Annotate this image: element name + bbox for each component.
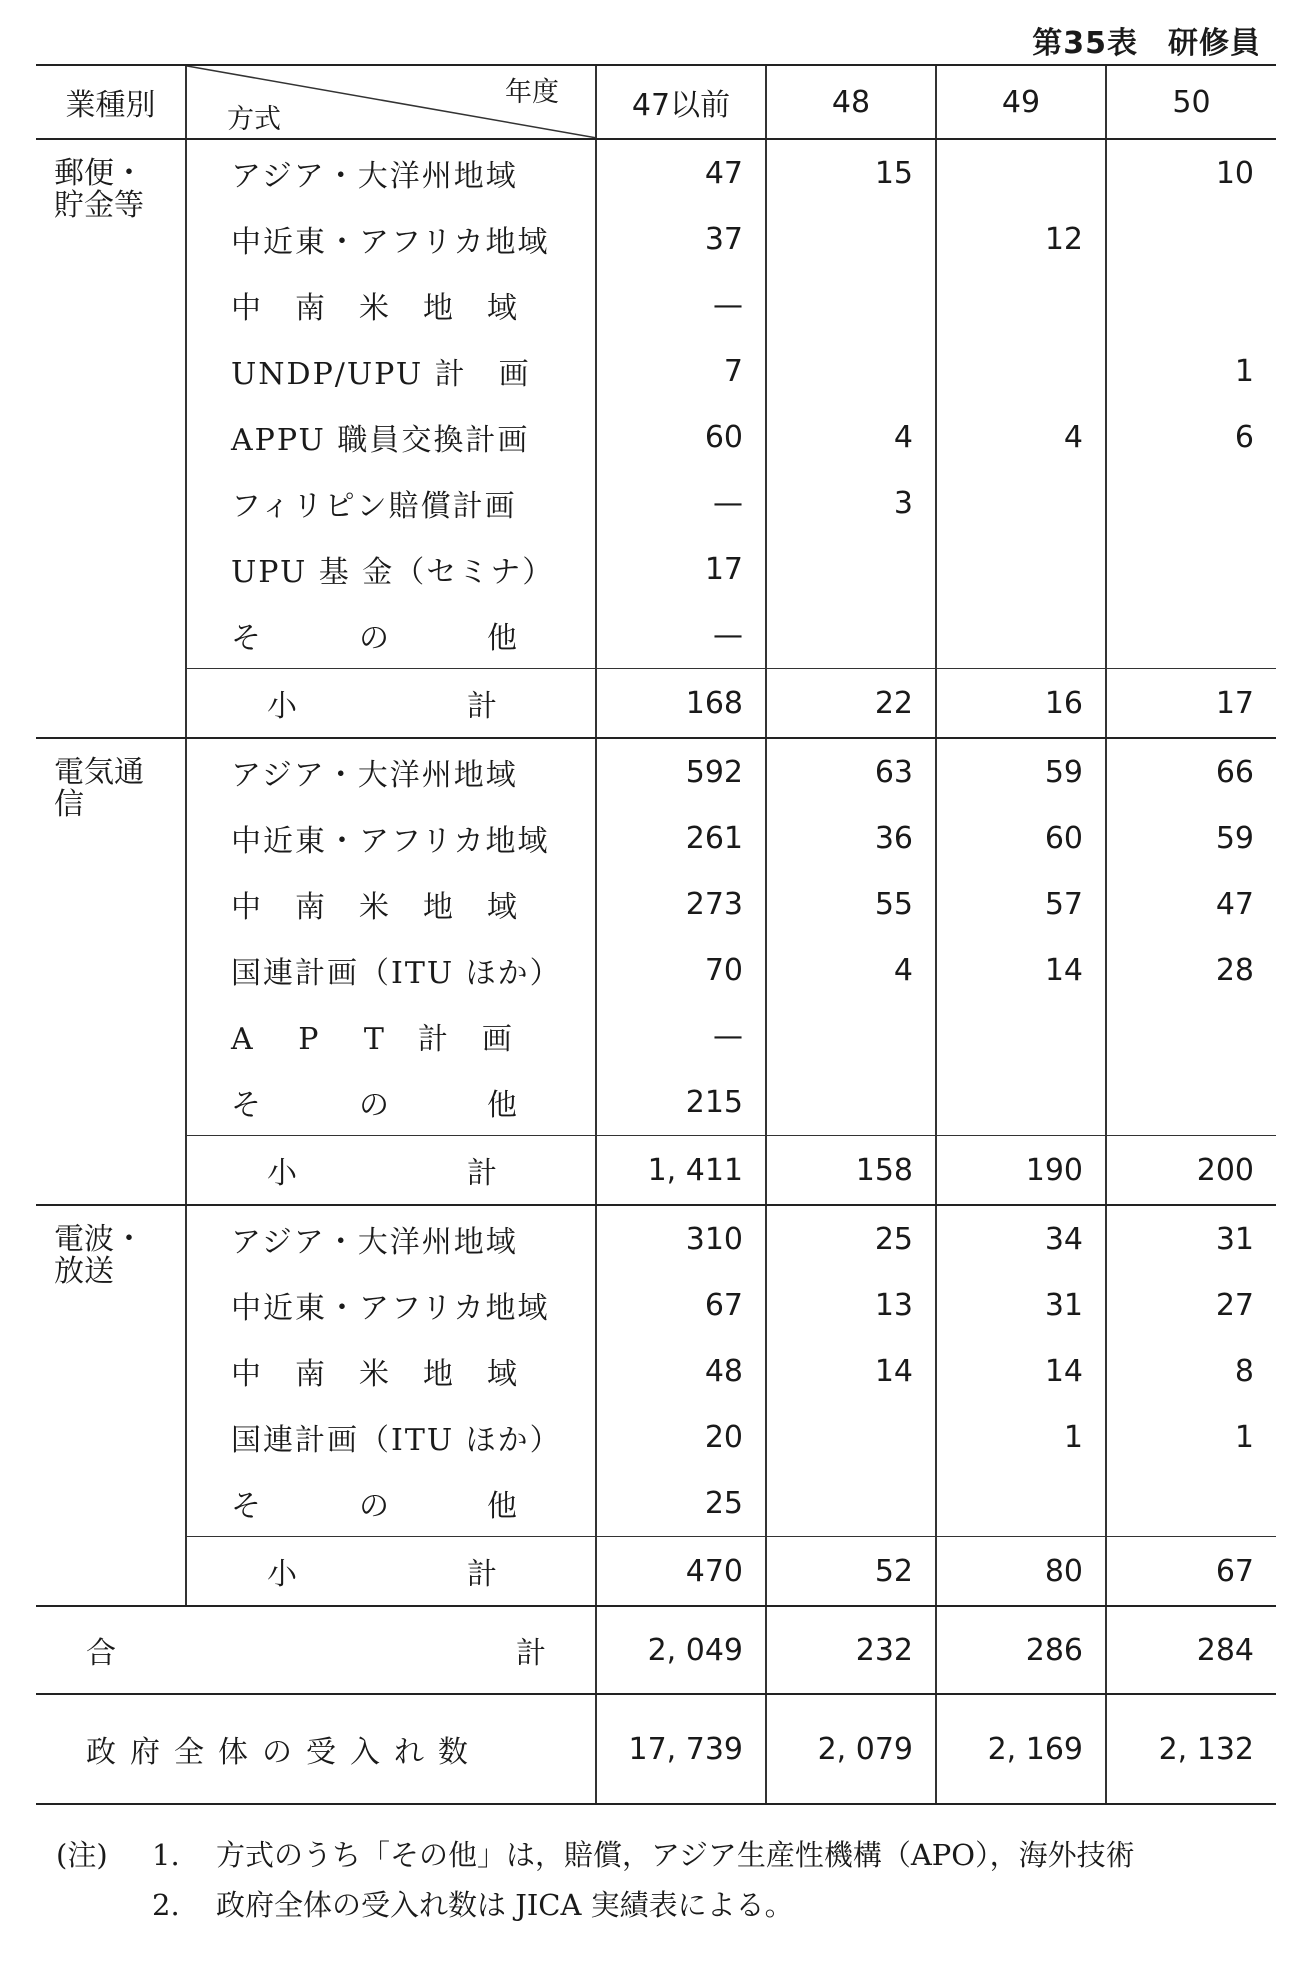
value-cell	[1106, 272, 1276, 338]
value-cell	[936, 272, 1106, 338]
table-row	[36, 206, 1276, 272]
value-cell: 310	[596, 1205, 766, 1272]
government-label: 政府全体の受入れ数	[36, 1694, 596, 1804]
note-mark: (注)	[56, 1838, 108, 1872]
subtotal-value: 1, 411	[596, 1136, 766, 1206]
value-cell: 13	[766, 1272, 936, 1338]
subtotal-label-b: 計	[467, 1156, 497, 1191]
value-cell: 55	[766, 871, 936, 937]
method-cell: そ の 他	[186, 1069, 596, 1136]
header-year-label: 年度	[505, 77, 559, 108]
government-value: 2, 169	[936, 1694, 1106, 1804]
subtotal-value: 22	[766, 669, 936, 739]
table-row	[36, 1003, 1276, 1069]
value-cell: 28	[1106, 937, 1276, 1003]
table-row	[36, 871, 1276, 937]
value-cell: 1	[936, 1404, 1106, 1470]
value-cell	[936, 1470, 1106, 1537]
value-cell: —	[596, 470, 766, 536]
method-cell: フィリピン賠償計画	[186, 470, 596, 536]
value-cell: 60	[936, 805, 1106, 871]
value-cell	[1106, 602, 1276, 669]
value-cell: 34	[936, 1205, 1106, 1272]
subtotal-label	[186, 1136, 596, 1206]
note-text: 政府全体の受入れ数は JICA 実績表による。	[216, 1888, 794, 1922]
total-value: 232	[766, 1606, 936, 1694]
value-cell	[766, 1404, 936, 1470]
table-row	[36, 272, 1276, 338]
total-label	[36, 1606, 596, 1694]
subtotal-row	[36, 1136, 1276, 1206]
value-cell: 261	[596, 805, 766, 871]
subtotal-value: 52	[766, 1537, 936, 1607]
category-cell: 電波・ 放送	[36, 1205, 186, 1606]
value-cell: 66	[1106, 738, 1276, 805]
method-cell: そ の 他	[186, 1470, 596, 1537]
value-cell: 17	[596, 536, 766, 602]
table-row	[36, 470, 1276, 536]
subtotal-label-a: 小	[267, 1557, 297, 1592]
value-cell: 37	[596, 206, 766, 272]
subtotal-label-b: 計	[467, 689, 497, 724]
subtotal-label	[186, 669, 596, 739]
method-cell: A P T 計 画	[186, 1003, 596, 1069]
method-cell: アジア・大洋州地域	[186, 1205, 596, 1272]
value-cell: 12	[936, 206, 1106, 272]
total-row	[36, 1606, 1276, 1694]
value-cell: 4	[766, 404, 936, 470]
value-cell: —	[596, 272, 766, 338]
value-cell: 3	[766, 470, 936, 536]
value-cell: 215	[596, 1069, 766, 1136]
category-cell: 電気通 信	[36, 738, 186, 1205]
value-cell: 57	[936, 871, 1106, 937]
note-text: 方式のうち「その他」は，賠償，アジア生産性機構（APO），海外技術	[216, 1838, 1135, 1872]
subtotal-label-b: 計	[467, 1557, 497, 1592]
value-cell: 59	[1106, 805, 1276, 871]
table-row	[36, 139, 1276, 206]
note-1	[56, 1830, 1135, 1880]
value-cell: 25	[766, 1205, 936, 1272]
method-cell: 中 南 米 地 域	[186, 1338, 596, 1404]
value-cell: 4	[766, 937, 936, 1003]
method-cell: 中 南 米 地 域	[186, 272, 596, 338]
subtotal-value: 67	[1106, 1537, 1276, 1607]
table-row	[36, 404, 1276, 470]
table-number: 第35表	[1032, 26, 1138, 61]
subtotal-label-a: 小	[267, 689, 297, 724]
header-category: 業種別	[36, 65, 186, 139]
value-cell	[766, 272, 936, 338]
table-row	[36, 536, 1276, 602]
value-cell	[766, 338, 936, 404]
subtotal-row	[36, 1537, 1276, 1607]
method-cell: UPU 基 金（セミナ）	[186, 536, 596, 602]
subtotal-label-a: 小	[267, 1156, 297, 1191]
header-row	[36, 65, 1276, 139]
value-cell: 63	[766, 738, 936, 805]
table-row	[36, 805, 1276, 871]
value-cell: 4	[936, 404, 1106, 470]
method-cell: 中 南 米 地 域	[186, 871, 596, 937]
subtotal-value: 16	[936, 669, 1106, 739]
value-cell	[1106, 1470, 1276, 1537]
government-value: 2, 079	[766, 1694, 936, 1804]
value-cell: 36	[766, 805, 936, 871]
total-value: 286	[936, 1606, 1106, 1694]
category-cell: 郵便・ 貯金等	[36, 139, 186, 738]
value-cell	[936, 536, 1106, 602]
method-cell: 国連計画（ITU ほか）	[186, 937, 596, 1003]
value-cell: 14	[936, 937, 1106, 1003]
value-cell: 7	[596, 338, 766, 404]
value-cell	[766, 602, 936, 669]
value-cell: 48	[596, 1338, 766, 1404]
value-cell: 273	[596, 871, 766, 937]
government-value: 2, 132	[1106, 1694, 1276, 1804]
government-row	[36, 1694, 1276, 1804]
government-value: 17, 739	[596, 1694, 766, 1804]
method-cell: 中近東・アフリカ地域	[186, 1272, 596, 1338]
value-cell	[936, 139, 1106, 206]
table-row	[36, 1404, 1276, 1470]
method-cell: アジア・大洋州地域	[186, 738, 596, 805]
value-cell	[766, 1003, 936, 1069]
header-diagonal-cell	[186, 65, 596, 139]
subtotal-row	[36, 669, 1276, 739]
note-2	[56, 1880, 1135, 1930]
value-cell	[1106, 206, 1276, 272]
table-row	[36, 1470, 1276, 1537]
subtotal-value: 470	[596, 1537, 766, 1607]
header-year-2: 49	[936, 65, 1106, 139]
total-label-b: 計	[516, 1636, 546, 1671]
header-year-0: 47以前	[596, 65, 766, 139]
value-cell: 47	[1106, 871, 1276, 937]
value-cell: 70	[596, 937, 766, 1003]
value-cell	[1106, 536, 1276, 602]
value-cell	[936, 602, 1106, 669]
header-method-label: 方式	[227, 104, 281, 135]
value-cell: —	[596, 1003, 766, 1069]
method-cell: 国連計画（ITU ほか）	[186, 1404, 596, 1470]
total-value: 284	[1106, 1606, 1276, 1694]
table-row	[36, 937, 1276, 1003]
subtotal-value: 80	[936, 1537, 1106, 1607]
value-cell: 31	[1106, 1205, 1276, 1272]
table-row	[36, 338, 1276, 404]
value-cell: 59	[936, 738, 1106, 805]
value-cell: 8	[1106, 1338, 1276, 1404]
value-cell: 31	[936, 1272, 1106, 1338]
value-cell	[766, 1069, 936, 1136]
value-cell: 6	[1106, 404, 1276, 470]
table-title	[1032, 18, 1261, 62]
value-cell	[766, 206, 936, 272]
method-cell: アジア・大洋州地域	[186, 139, 596, 206]
method-cell: 中近東・アフリカ地域	[186, 805, 596, 871]
value-cell	[1106, 470, 1276, 536]
table-row	[36, 738, 1276, 805]
total-value: 2, 049	[596, 1606, 766, 1694]
value-cell	[766, 536, 936, 602]
value-cell	[1106, 1069, 1276, 1136]
method-cell: そ の 他	[186, 602, 596, 669]
value-cell: 60	[596, 404, 766, 470]
value-cell: 14	[766, 1338, 936, 1404]
value-cell	[936, 1003, 1106, 1069]
value-cell: 27	[1106, 1272, 1276, 1338]
table-row	[36, 1205, 1276, 1272]
table-row	[36, 602, 1276, 669]
subtotal-value: 17	[1106, 669, 1276, 739]
table-row	[36, 1069, 1276, 1136]
header-year-1: 48	[766, 65, 936, 139]
value-cell: 47	[596, 139, 766, 206]
value-cell: 20	[596, 1404, 766, 1470]
subtotal-value: 158	[766, 1136, 936, 1206]
method-cell: 中近東・アフリカ地域	[186, 206, 596, 272]
header-year-3: 50	[1106, 65, 1276, 139]
table-name: 研修員	[1168, 26, 1261, 61]
table-row	[36, 1338, 1276, 1404]
value-cell: 1	[1106, 1404, 1276, 1470]
trainee-table	[36, 64, 1276, 1805]
value-cell: 1	[1106, 338, 1276, 404]
value-cell: 15	[766, 139, 936, 206]
subtotal-value: 168	[596, 669, 766, 739]
table-row	[36, 1272, 1276, 1338]
value-cell: 67	[596, 1272, 766, 1338]
method-cell: UNDP/UPU 計 画	[186, 338, 596, 404]
subtotal-value: 200	[1106, 1136, 1276, 1206]
note-number: 2.	[152, 1888, 180, 1922]
value-cell	[936, 470, 1106, 536]
note-number: 1.	[152, 1838, 180, 1872]
value-cell	[936, 1069, 1106, 1136]
notes	[56, 1830, 1135, 1930]
value-cell: 10	[1106, 139, 1276, 206]
method-cell: APPU 職員交換計画	[186, 404, 596, 470]
subtotal-label	[186, 1537, 596, 1607]
value-cell: —	[596, 602, 766, 669]
value-cell	[936, 338, 1106, 404]
value-cell: 592	[596, 738, 766, 805]
value-cell: 25	[596, 1470, 766, 1537]
subtotal-value: 190	[936, 1136, 1106, 1206]
value-cell: 14	[936, 1338, 1106, 1404]
value-cell	[766, 1470, 936, 1537]
total-label-a: 合	[86, 1636, 116, 1671]
value-cell	[1106, 1003, 1276, 1069]
